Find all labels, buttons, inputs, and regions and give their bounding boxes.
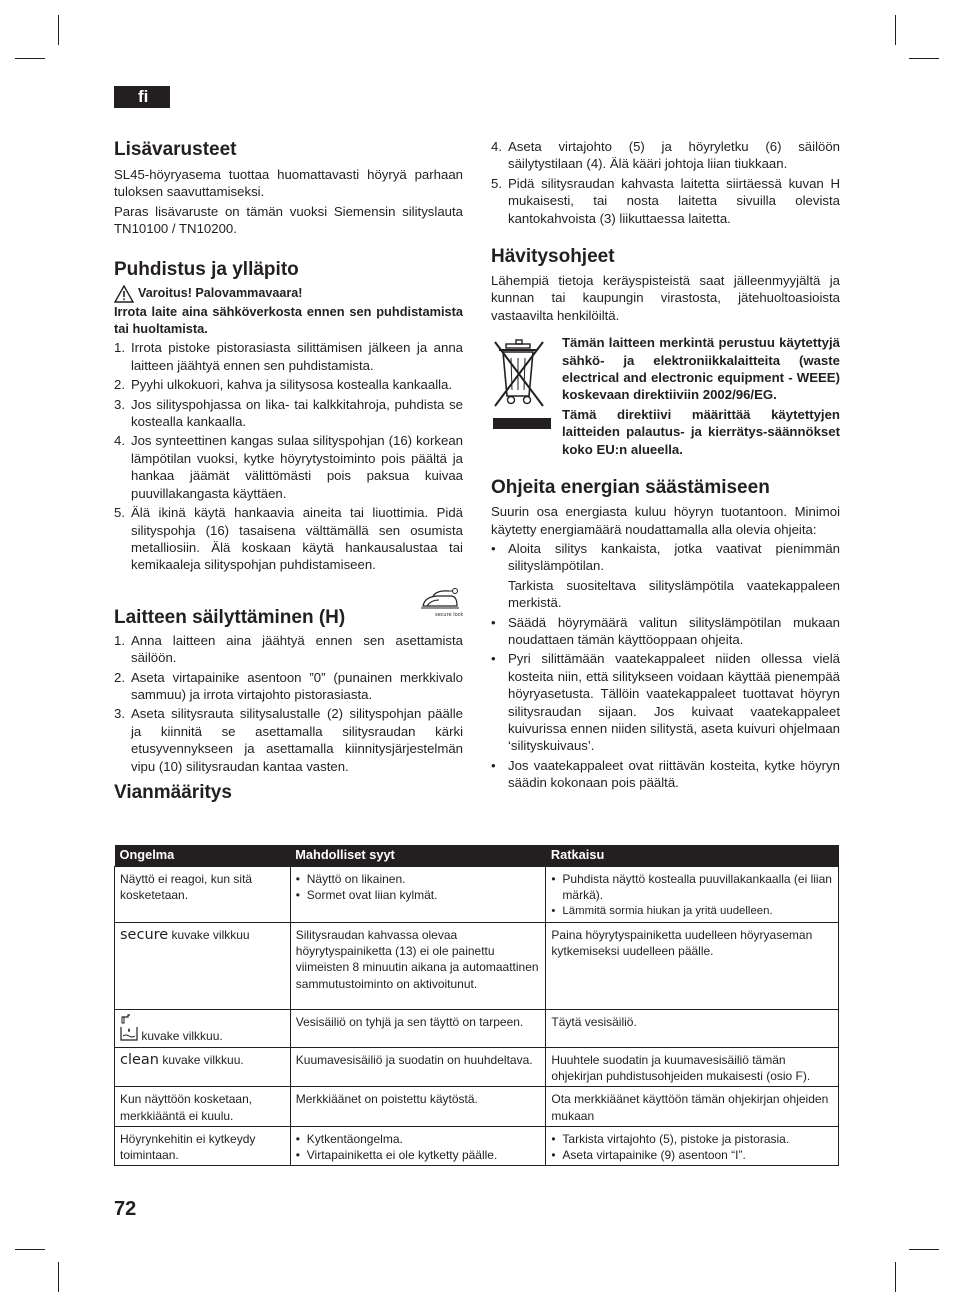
crop-mark xyxy=(895,15,896,45)
list-item: • Jos vaatekappaleet ovat riittävän kosteita, kytke höyryn säädin kokonaan pois päältä. xyxy=(491,757,840,791)
problem-cell: clean kuvake vilkkuu. xyxy=(115,1048,291,1087)
cause-cell: Silitysraudan kahvassa olevaa höyrytyspainiketta (13) ei ole painettu viimeisten 8 minuutin aikana ja automaattinen sammutustoiminto on aktivoitunut. xyxy=(290,923,546,1010)
accessories-heading: Lisävarusteet xyxy=(114,139,237,160)
cleaning-heading: Puhdistus ja ylläpito xyxy=(114,258,299,280)
problem-cell: Höyrynkehitin ei kytkeydy toimintaan. xyxy=(115,1126,291,1165)
problem-cell: secure kuvake vilkkuu xyxy=(115,923,291,1010)
cause-cell: Merkkiäänet on poistettu käytöstä. xyxy=(290,1087,546,1126)
list-item: 1. Anna laitteen aina jäähtyä ennen sen asettamista säilöön. xyxy=(114,632,463,666)
list-item: 2. Aseta virtapainike asentoon ”0” (punainen merkkivalo sammuu) ja irrota virtajohto pistorasiasta. xyxy=(114,669,463,702)
list-item: 5. Älä ikinä käytä hankaavia aineita tai liuottimia. Pidä silityspohja (16) tasaisena välttämällä sen osumista metalliosiin. Älä koskaan käytä hankausalustaa tai kemikaaleja silityspohjan puhdistamiseen. xyxy=(114,505,463,573)
crossed-bin-icon xyxy=(491,338,553,430)
table-row xyxy=(115,1048,839,1087)
warning-text: Irrota laite aina sähköverkosta ennen sen puhdistamista tai huoltamista. xyxy=(114,303,463,337)
cause-cell: Vesisäiliö on tyhjä ja sen täyttö on tarpeen. xyxy=(290,1010,546,1048)
warning-label: Varoitus! Palovammavaara! xyxy=(138,285,303,300)
clean-symbol: clean xyxy=(120,1052,159,1068)
page-number: 72 xyxy=(114,1198,137,1220)
disposal-heading: Hävitysohjeet xyxy=(491,246,615,268)
secure-symbol: secure xyxy=(120,927,169,943)
warning-line xyxy=(114,285,463,303)
table-row xyxy=(115,1087,839,1126)
accessories-paragraph: SL45-höyryasema tuottaa huomattavasti höyryä parhaan tuloksen saavuttamiseksi. xyxy=(114,167,463,200)
left-column xyxy=(114,138,463,805)
disposal-paragraph: Lähempiä tietoja keräyspisteistä saat jälleenmyyjältä ja kunnan tai kaupungin virastosta, jätehuoltoasioista vastaavilta henkilöiltä. xyxy=(491,273,840,323)
cause-cell: • Kytkentäongelma. • Virtapainiketta ei ole kytketty päälle. xyxy=(290,1126,546,1165)
energy-paragraph: Suurin osa energiasta kuluu höyryn tuotantoon. Minimoi käytetty energiamäärä noudattamalla alla olevia ohjeita: xyxy=(491,504,840,537)
troubleshooting-table xyxy=(114,845,839,1166)
list-item: 4. Aseta virtajohto (5) ja höyryletku (6) säilöön säilytystilaan (4). Älä kääri johtoja liian tiukkaan. xyxy=(491,139,840,172)
storage-steps xyxy=(114,632,463,775)
crop-mark xyxy=(58,1262,59,1292)
language-tab: fi xyxy=(114,86,170,108)
crop-mark xyxy=(909,58,939,59)
water-tank-icon xyxy=(120,1014,138,1042)
column-header: Mahdolliset syyt xyxy=(290,845,546,867)
solution-cell: Ota merkkiäänet käyttöön tämän ohjekirjan ohjeiden mukaan xyxy=(546,1087,839,1126)
accessories-paragraph: Paras lisävaruste on tämän vuoksi Siemensin silityslauta TN10100 / TN10200. xyxy=(114,203,463,237)
problem-cell: kuvake vilkkuu. xyxy=(115,1010,291,1048)
weee-paragraph: Tämä direktiivi määrittää käytettyjen laitteiden palautus- ja kierrätys-säännökset koko EU:n alueella. xyxy=(562,406,840,457)
storage-steps-continued xyxy=(491,138,840,227)
svg-text:secure lock: secure lock xyxy=(435,611,463,618)
list-item: • Aloita silitys kankaista, jotka vaativat pienimmän silityslämpötilan. Tarkista suositeltava silityslämpötila vaatekappaleen merkistä. xyxy=(491,540,840,611)
weee-notice xyxy=(491,334,840,458)
troubleshooting-heading: Vianmääritys xyxy=(114,781,232,803)
list-item: 2. Pyyhi ulkokuori, kahva ja silitysosa kostealla kankaalla. xyxy=(114,377,453,393)
crop-mark xyxy=(15,1249,45,1250)
problem-cell: Näyttö ei reagoi, kun sitä kosketetaan. xyxy=(115,867,291,923)
list-item: 4. Jos synteettinen kangas sulaa silityspohjan (16) korkean lämpötilan vuoksi, kytke höyrytystoiminto pois päältä ja hankaa jäämät välittömästi pois paksua kuivaa puuvillakangasta käyttäen. xyxy=(114,433,463,501)
column-header: Ratkaisu xyxy=(546,845,839,867)
cleaning-steps xyxy=(114,339,463,573)
crop-mark xyxy=(895,1262,896,1292)
list-item: 5. Pidä silitysraudan kahvasta laitetta siirtäessä kuvan H mukaisesti, tai nosta laitetta sivuilla olevista kantokahvoista (3) liikuttaessa laitetta. xyxy=(491,175,840,226)
solution-cell: • Puhdista näyttö kostealla puuvillakankaalla (ei liian märkä). • Lämmitä sormia hiukan ja yritä uudelleen. xyxy=(546,867,839,923)
table-header-row xyxy=(115,845,839,867)
energy-tips xyxy=(491,540,840,792)
table-row xyxy=(115,867,839,923)
crop-mark xyxy=(15,58,45,59)
table-row xyxy=(115,1010,839,1048)
storage-heading: Laitteen säilyttäminen (H) xyxy=(114,606,346,628)
right-column xyxy=(491,138,840,794)
list-item: 3. Jos silityspohjassa on lika- tai kalkkitahroja, puhdista se kostealla kankaalla. xyxy=(114,396,463,430)
weee-paragraph: Tämän laitteen merkintä perustuu käytettyjä sähkö- ja elektroniikkalaitteita (waste electrical and electronic equipment - WEEE) koskevaan direktiiviin 2002/96/EG. xyxy=(562,335,840,403)
problem-cell: Kun näyttöön kosketaan, merkkiääntä ei kuulu. xyxy=(115,1087,291,1126)
table-row xyxy=(115,1126,839,1165)
column-header: Ongelma xyxy=(115,845,291,867)
list-item: 3. Aseta silitysrauta silitysalustalle (2) silityspohjan päälle ja kiinnitä se asettamalla silitysraudan kärki etusyvennykseen ja asettamalla kiinnitysjärjestelmän vipu (10) silitysraudan kantaa vasten. xyxy=(114,706,463,774)
list-item: 1. Irrota pistoke pistorasiasta silittämisen jälkeen ja anna laitteen jäähtyä ennen sen puhdistamista. xyxy=(114,340,463,373)
energy-heading: Ohjeita energian säästämiseen xyxy=(491,477,770,499)
energy-subnote: Tarkista suositeltava silityslämpötila vaatekappaleen merkistä. xyxy=(508,577,840,611)
cause-cell: • Näyttö on likainen. • Sormet ovat liian kylmät. xyxy=(290,867,546,923)
crop-mark xyxy=(58,15,59,45)
iron-lock-icon xyxy=(417,586,463,618)
solution-cell: Täytä vesisäiliö. xyxy=(546,1010,839,1048)
crop-mark xyxy=(909,1249,939,1250)
table-row xyxy=(115,923,839,1010)
cause-cell: Kuumavesisäiliö ja suodatin on huuhdeltava. xyxy=(290,1048,546,1087)
solution-cell: Huuhtele suodatin ja kuumavesisäiliö tämän ohjekirjan puhdistusohjeiden mukaisesti (osio F). xyxy=(546,1048,839,1087)
warning-triangle-icon xyxy=(114,285,134,303)
solution-cell: • Tarkista virtajohto (5), pistoke ja pistorasia. • Aseta virtapainike (9) asentoon “I”. xyxy=(546,1126,839,1165)
solution-cell: Paina höyrytyspainiketta uudelleen höyryaseman kytkemiseksi uudelleen päälle. xyxy=(546,923,839,1010)
list-item: • Pyri silittämään vaatekappaleet niiden ollessa vielä kosteita niin, että silitykseen voidaan käyttää pienempää höyryasetusta. Tällöin vaatekappaleet tuottavat höyryn silitysraudan sijaan. Jos kuivaat vaatekappaleet kuivurissa ennen niiden silitystä, aseta kuivuri ohjelmaan ‘silityskuivaus’. xyxy=(491,651,840,754)
list-item: • Säädä höyrymäärä valitun silityslämpötilan mukaan noudattaen tämän käyttöoppaan ohjeita. xyxy=(491,614,840,647)
